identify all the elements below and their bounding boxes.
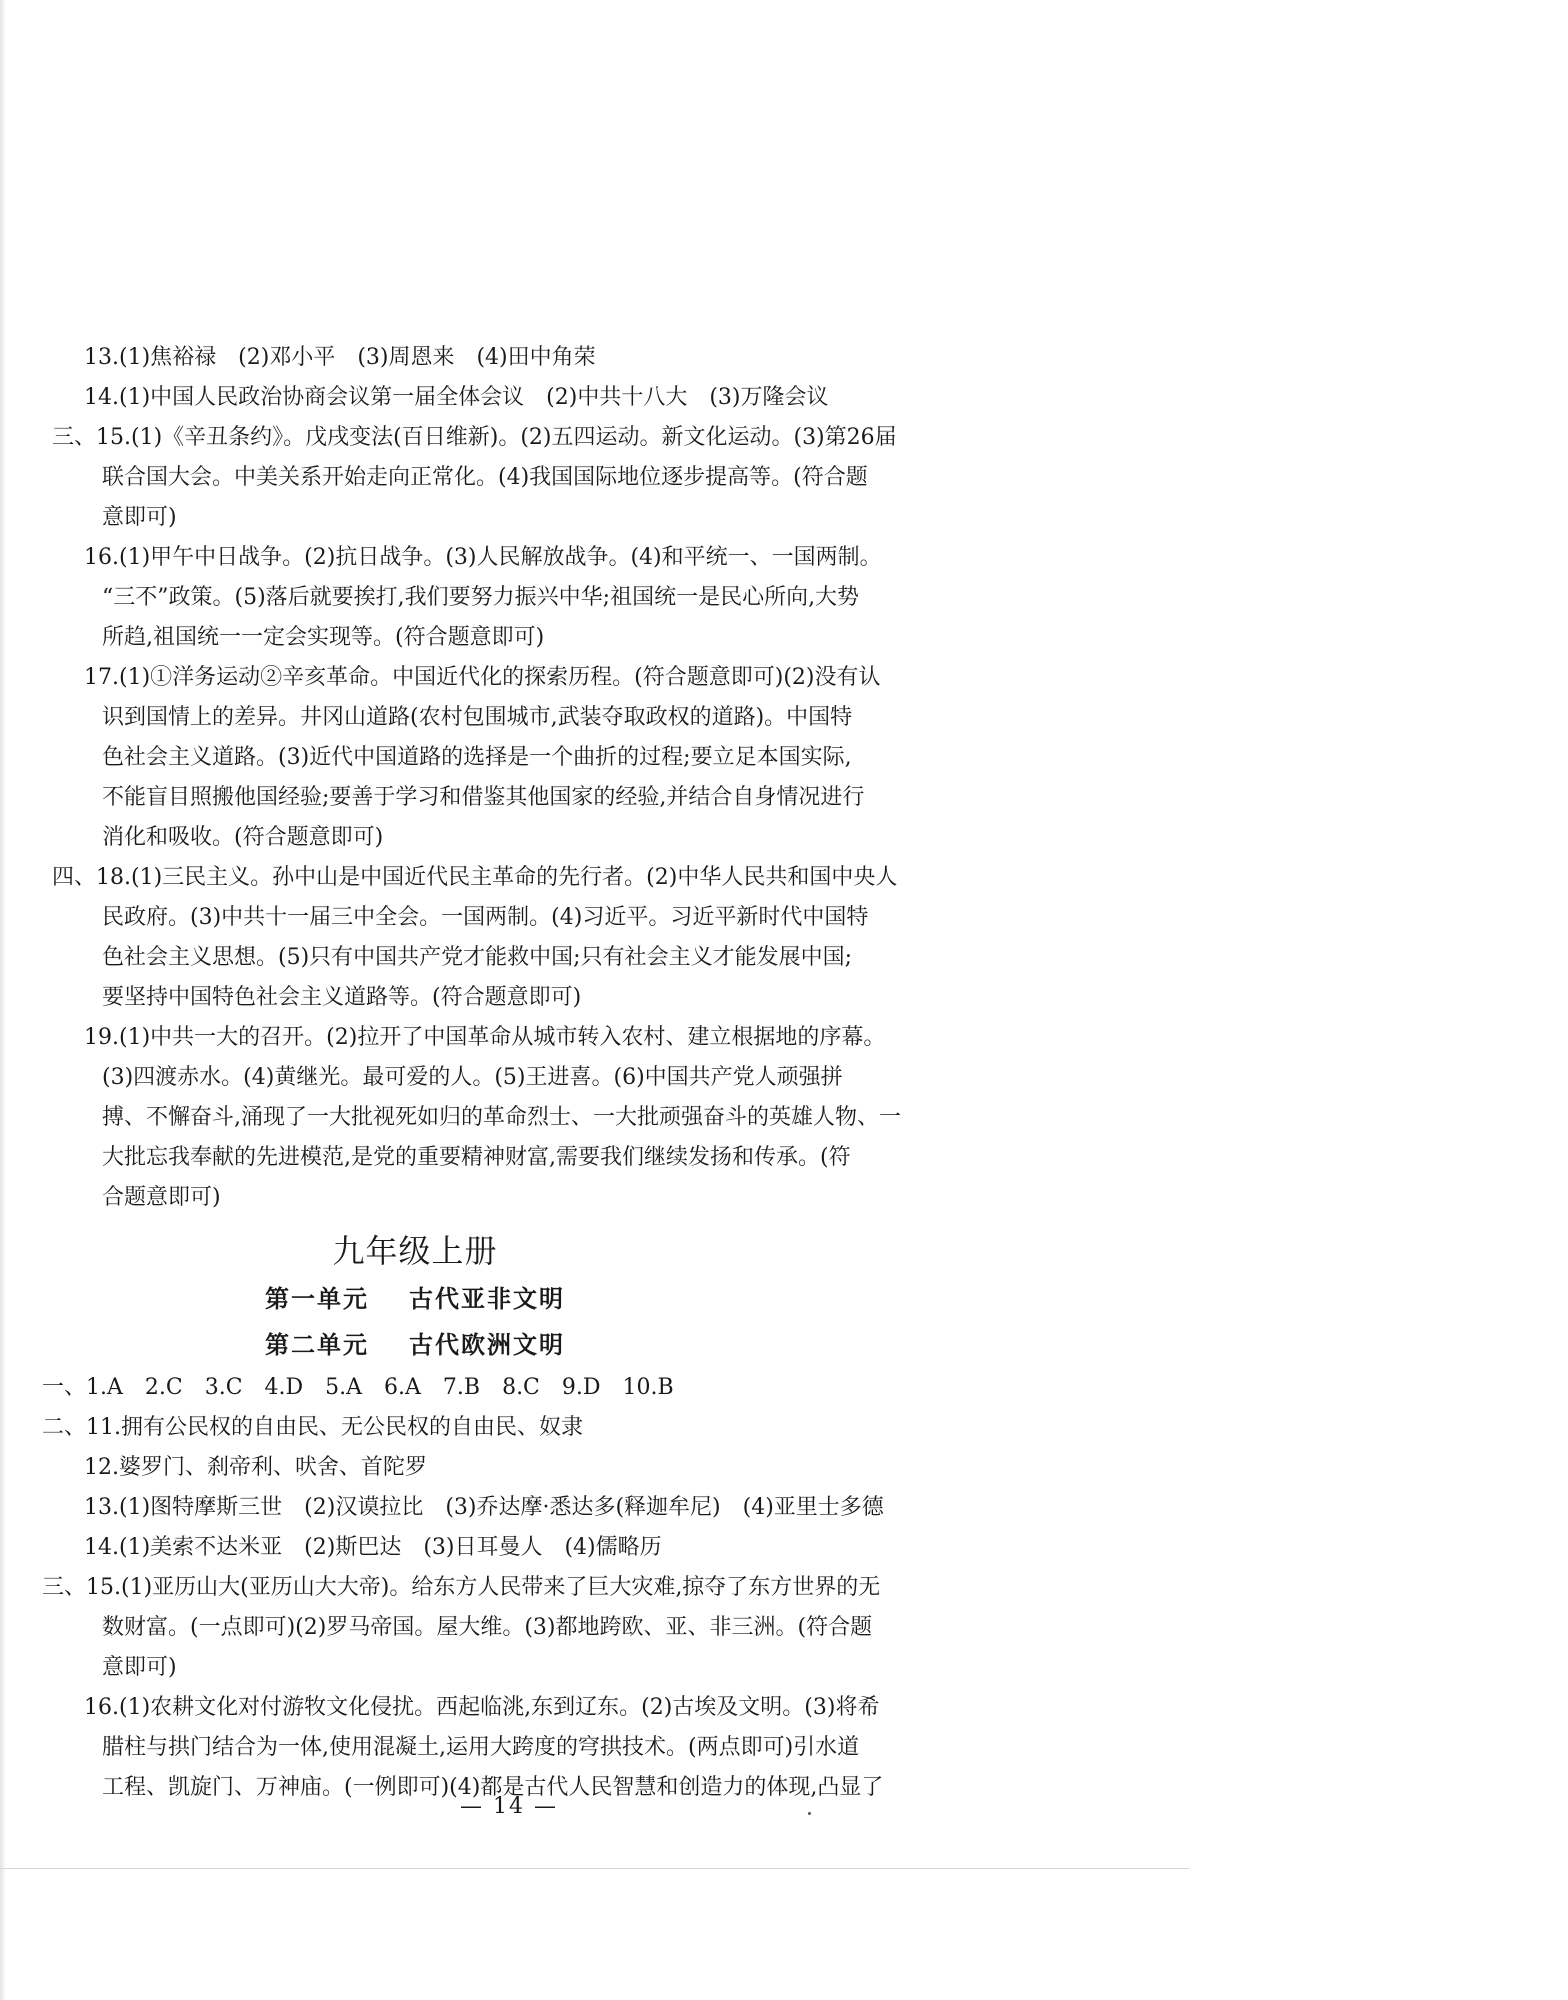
answer-line: “三不”政策。(5)落后就要挨打,我们要努力振兴中华;祖国统一是民心所向,大势 xyxy=(102,585,860,610)
scan-fold-line xyxy=(0,1868,1190,1869)
answer-line: (3)四渡赤水。(4)黄继光。最可爱的人。(5)王进喜。(6)中国共产党人顽强拼 xyxy=(102,1065,843,1090)
grade-title: 九年级上册 xyxy=(332,1232,498,1270)
answer-line: 色社会主义道路。(3)近代中国道路的选择是一个曲折的过程;要立足本国实际, xyxy=(102,745,852,770)
answer-line: 二、11.拥有公民权的自由民、无公民权的自由民、奴隶 xyxy=(42,1415,583,1440)
answer-line: 14.(1)中国人民政治协商会议第一届全体会议 (2)中共十八大 (3)万隆会议 xyxy=(84,385,829,410)
answer-line: 13.(1)图特摩斯三世 (2)汉谟拉比 (3)乔达摩·悉达多(释迦牟尼) (4)亚里士多德 xyxy=(84,1495,884,1520)
answer-line: 四、18.(1)三民主义。孙中山是中国近代民主革命的先行者。(2)中华人民共和国中央人 xyxy=(52,865,898,890)
unit-heading-2 xyxy=(0,1322,830,1368)
answer-line: 12.婆罗门、刹帝利、吠舍、首陀罗 xyxy=(84,1455,427,1480)
unit-name: 古代亚非文明 xyxy=(409,1284,565,1313)
answer-line: 所趋,祖国统一一定会实现等。(符合题意即可) xyxy=(102,625,545,650)
scan-speck xyxy=(808,1812,811,1815)
page-number: — 14 — xyxy=(460,1794,558,1819)
answer-line: 19.(1)中共一大的召开。(2)拉开了中国革命从城市转入农村、建立根据地的序幕。 xyxy=(84,1025,886,1050)
answer-line: 16.(1)甲午中日战争。(2)抗日战争。(3)人民解放战争。(4)和平统一、一国两制。 xyxy=(84,545,882,570)
answer-line: 合题意即可) xyxy=(102,1185,221,1210)
answer-line: 数财富。(一点即可)(2)罗马帝国。屋大维。(3)都地跨欧、亚、非三洲。(符合题 xyxy=(102,1615,873,1640)
answer-line: 16.(1)农耕文化对付游牧文化侵扰。西起临洮,东到辽东。(2)古埃及文明。(3)将希 xyxy=(84,1695,880,1720)
answer-line: 大批忘我奉献的先进模范,是党的重要精神财富,需要我们继续发扬和传承。(符 xyxy=(102,1145,851,1170)
answer-line: 消化和吸收。(符合题意即可) xyxy=(102,825,384,850)
answer-line: 14.(1)美索不达米亚 (2)斯巴达 (3)日耳曼人 (4)儒略历 xyxy=(84,1535,662,1560)
answer-line: 三、15.(1)《辛丑条约》。戊戌变法(百日维新)。(2)五四运动。新文化运动。(3)第26届 xyxy=(52,425,897,450)
answer-line: 意即可) xyxy=(102,1655,177,1680)
unit-number: 第二单元 xyxy=(265,1330,369,1359)
answer-line: 不能盲目照搬他国经验;要善于学习和借鉴其他国家的经验,并结合自身情况进行 xyxy=(102,785,865,810)
answer-line: 民政府。(3)中共十一届三中全会。一国两制。(4)习近平。习近平新时代中国特 xyxy=(102,905,869,930)
answer-key-content xyxy=(0,338,1010,1808)
answer-line: 识到国情上的差异。井冈山道路(农村包围城市,武装夺取政权的道路)。中国特 xyxy=(102,705,853,730)
answer-line: 色社会主义思想。(5)只有中国共产党才能救中国;只有社会主义才能发展中国; xyxy=(102,945,852,970)
answer-line: 三、15.(1)亚历山大(亚历山大大帝)。给东方人民带来了巨大灾难,掠夺了东方世界的无 xyxy=(42,1575,881,1600)
answer-line: 联合国大会。中美关系开始走向正常化。(4)我国国际地位逐步提高等。(符合题 xyxy=(102,465,868,490)
unit-heading-1 xyxy=(0,1276,830,1322)
answer-line: 意即可) xyxy=(102,505,177,530)
answer-line: 17.(1)①洋务运动②辛亥革命。中国近代化的探索历程。(符合题意即可)(2)没有认 xyxy=(84,665,881,690)
answer-line: 搏、不懈奋斗,涌现了一大批视死如归的革命烈士、一大批顽强奋斗的英雄人物、一 xyxy=(102,1105,901,1130)
answer-line: 工程、凯旋门、万神庙。(一例即可)(4)都是古代人民智慧和创造力的体现,凸显了 xyxy=(102,1775,884,1800)
answer-line: 13.(1)焦裕禄 (2)邓小平 (3)周恩来 (4)田中角荣 xyxy=(84,345,596,370)
unit-number: 第一单元 xyxy=(265,1284,369,1313)
unit-name: 古代欧洲文明 xyxy=(409,1330,565,1359)
answer-line: 要坚持中国特色社会主义道路等。(符合题意即可) xyxy=(102,985,582,1010)
answer-line: 一、1.A 2.C 3.C 4.D 5.A 6.A 7.B 8.C 9.D 10.B xyxy=(42,1375,674,1400)
answer-line: 腊柱与拱门结合为一体,使用混凝土,运用大跨度的穹拱技术。(两点即可)引水道 xyxy=(102,1735,860,1760)
